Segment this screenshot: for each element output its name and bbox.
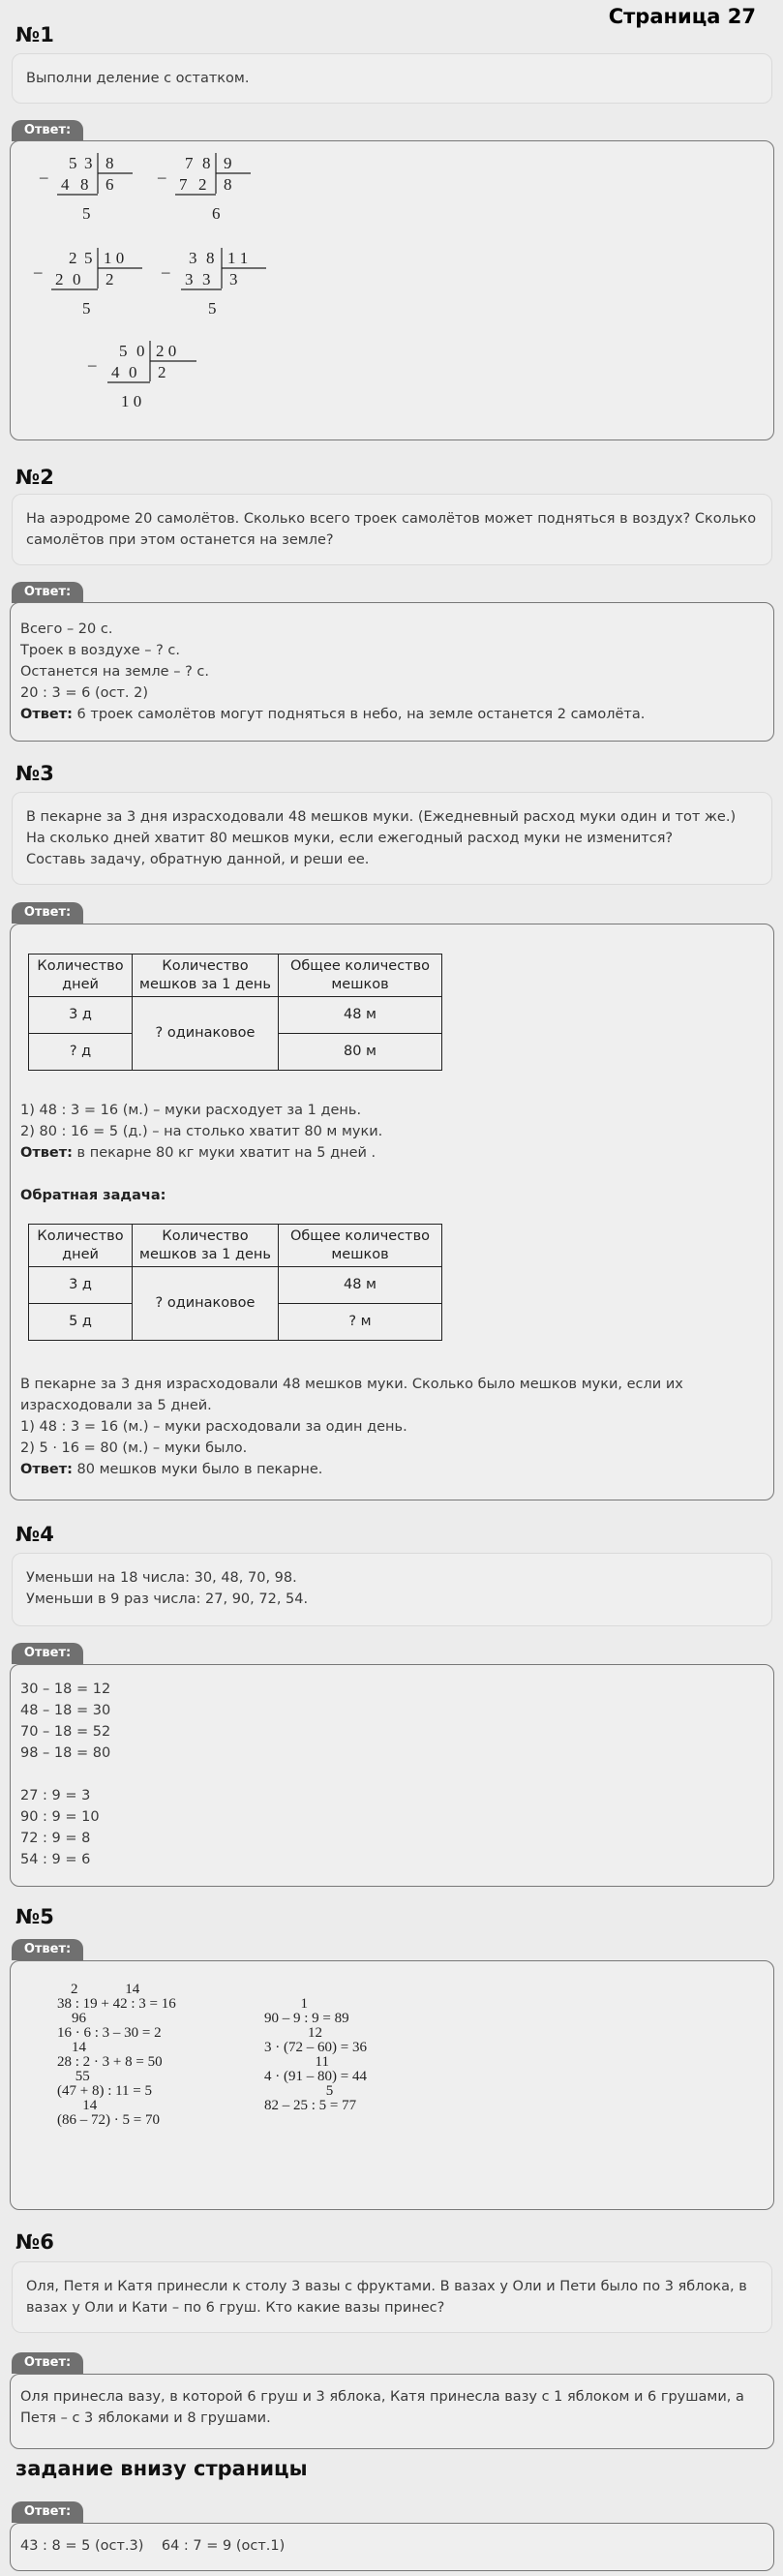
task-2-answer-tab: Ответ: — [12, 582, 83, 603]
calc-line: 27 : 9 = 3 — [20, 1788, 91, 1803]
task-3-question: В пекарне за 3 дня израсходовали 48 мешков муки. (Ежедневный расход муки один и тот же.) На сколько дней хватит 80 мешков муки, если ежегодный расход муки не изменится? Составь задачу, обратную данной, и реши ее. — [12, 792, 772, 885]
svg-text:2: 2 — [55, 270, 64, 288]
svg-text:3: 3 — [189, 249, 197, 267]
dividend-digit: 3 — [84, 154, 93, 172]
given-line: Троек в воздухе – ? с. — [20, 643, 180, 658]
svg-text:4: 4 — [111, 363, 120, 381]
answer-line: Ответ: 6 троек самолётов могут подняться в небо, на земле останется 2 самолёта. — [20, 707, 646, 722]
given-line: Всего – 20 с. — [20, 621, 113, 637]
task-3-title: №3 — [15, 762, 54, 785]
svg-text:–: – — [40, 167, 48, 186]
task-1-question: Выполни деление с остатком. — [12, 53, 772, 104]
long-division-set — [11, 141, 773, 439]
svg-text:–: – — [158, 167, 166, 186]
task-3-answer-tab: Ответ: — [12, 902, 83, 924]
division-2 — [157, 153, 251, 223]
svg-text:7: 7 — [185, 154, 194, 172]
calc-line: 48 – 18 = 30 — [20, 1703, 111, 1718]
task-6-answer-box: Оля принесла вазу, в которой 6 груш и 3 яблока, Катя принесла вазу с 1 яблоком и 6 грушами, а Петя – с 3 яблоками и 8 грушами. — [10, 2374, 774, 2449]
task-1-answer-box — [10, 140, 774, 440]
answer-line: Ответ: в пекарне 80 кг муки хватит на 5 дней . — [20, 1145, 376, 1161]
svg-text:5: 5 — [84, 249, 93, 267]
svg-text:7: 7 — [179, 175, 188, 194]
remainder: 5 — [82, 204, 91, 223]
svg-text:3: 3 — [185, 270, 194, 288]
task-5-answer-box — [10, 1960, 774, 2210]
task-5-title: №5 — [15, 1905, 54, 1928]
quotient: 6 — [105, 175, 114, 194]
solution-line: 2) 5 · 16 = 80 (м.) – муки было. — [20, 1440, 248, 1456]
task-6-title: №6 — [15, 2230, 54, 2254]
calc-line: 98 – 18 = 80 — [20, 1745, 111, 1761]
svg-text:–: – — [162, 262, 170, 281]
svg-text:2: 2 — [158, 363, 166, 381]
answer-line: Ответ: 80 мешков муки было в пекарне. — [20, 1462, 323, 1477]
task-5-answer-tab: Ответ: — [12, 1939, 83, 1960]
svg-text:8: 8 — [224, 175, 232, 194]
calc-line: 70 – 18 = 52 — [20, 1724, 111, 1740]
division-1 — [39, 153, 133, 223]
svg-text:2: 2 — [69, 249, 77, 267]
solution-line: 20 : 3 = 6 (ост. 2) — [20, 685, 149, 701]
bottom-task-answer-box: 43 : 8 = 5 (ост.3) 64 : 7 = 9 (ост.1) — [10, 2523, 774, 2571]
task-4-title: №4 — [15, 1523, 54, 1546]
page-number: Страница 27 — [608, 5, 756, 28]
task-1-answer-tab: Ответ: — [12, 120, 83, 141]
bottom-task-answer-tab: Ответ: — [12, 2501, 83, 2523]
svg-text:2: 2 — [198, 175, 207, 194]
bottom-task-title: задание внизу страницы — [15, 2457, 308, 2480]
svg-text:5: 5 — [82, 299, 91, 318]
svg-text:–: – — [88, 355, 97, 374]
inverse-task-title: Обратная задача: — [20, 1188, 166, 1203]
task-2-title: №2 — [15, 466, 54, 489]
task-1-title: №1 — [15, 23, 54, 46]
subtrahend-digit: 4 — [61, 175, 70, 194]
task-6-question: Оля, Петя и Катя принесли к столу 3 вазы с фруктами. В вазах у Оли и Пети было по 3 яблока, в вазах у Оли и Кати – по 6 груш. Кто какие вазы принес? — [12, 2261, 772, 2333]
task-3-answer-box — [10, 924, 774, 1500]
svg-text:3: 3 — [202, 270, 211, 288]
given-line: Останется на земле – ? с. — [20, 664, 209, 680]
svg-text:1 0: 1 0 — [121, 392, 142, 410]
divisor: 8 — [105, 154, 114, 172]
dividend-digit: 5 — [69, 154, 77, 172]
division-3 — [33, 248, 142, 318]
calc-line: 54 : 9 = 6 — [20, 1852, 91, 1867]
task-4-question: Уменьши на 18 числа: 30, 48, 70, 98. Уменьши в 9 раз числа: 27, 90, 72, 54. — [12, 1553, 772, 1626]
task-2-answer-box — [10, 602, 774, 742]
svg-text:3: 3 — [229, 270, 238, 288]
svg-text:1 0: 1 0 — [104, 249, 125, 267]
task-2-question: На аэродроме 20 самолётов. Сколько всего троек самолётов может подняться в воздух? Сколько самолётов при этом останется на земле? — [12, 494, 772, 565]
task-4-answer-box — [10, 1664, 774, 1887]
svg-text:5: 5 — [119, 342, 128, 360]
expressions-left: 2 14 38 : 19 + 42 : 3 = 16 96 16 · 6 : 3 – 30 = 2 14 28 : 2 · 3 + 8 = 50 55 (47 + 8) : 11 = 5 14 (86 – 72) · 5 = 70 — [57, 1982, 176, 2128]
solution-line: 1) 48 : 3 = 16 (м.) – муки расходовали за один день. — [20, 1419, 407, 1435]
svg-text:1 1: 1 1 — [227, 249, 249, 267]
calc-line: 90 : 9 = 10 — [20, 1809, 100, 1825]
calc-line: 30 – 18 = 12 — [20, 1682, 111, 1697]
data-table-2: Количество дней Количество мешков за 1 день Общее количество мешков 3 д ? одинаковое 48 м 5 д ? м — [28, 1224, 442, 1341]
data-table-1: Количество дней Количество мешков за 1 день Общее количество мешков 3 д ? одинаковое 48 м ? д 80 м — [28, 954, 442, 1071]
svg-text:8: 8 — [202, 154, 211, 172]
svg-text:5: 5 — [208, 299, 217, 318]
task-6-answer-tab: Ответ: — [12, 2352, 83, 2374]
expressions-right: 1 90 – 9 : 9 = 89 12 3 · (72 – 60) = 36 11 4 · (91 – 80) = 44 5 82 – 25 : 5 = 77 — [264, 1996, 367, 2113]
subtrahend-digit: 8 — [80, 175, 89, 194]
svg-text:0: 0 — [136, 342, 145, 360]
svg-text:–: – — [34, 262, 43, 281]
solution-line: 1) 48 : 3 = 16 (м.) – муки расходует за 1 день. — [20, 1103, 362, 1118]
division-4 — [161, 248, 266, 318]
solution-line: 2) 80 : 16 = 5 (д.) – на столько хватит 80 м муки. — [20, 1124, 383, 1139]
svg-text:6: 6 — [212, 204, 221, 223]
svg-text:9: 9 — [224, 154, 232, 172]
svg-text:8: 8 — [206, 249, 215, 267]
calc-line: 72 : 9 = 8 — [20, 1831, 91, 1846]
svg-text:0: 0 — [73, 270, 81, 288]
svg-text:2 0: 2 0 — [156, 342, 177, 360]
division-5 — [87, 341, 196, 410]
svg-text:2: 2 — [105, 270, 114, 288]
inverse-task-text: В пекарне за 3 дня израсходовали 48 мешков муки. Сколько было мешков муки, если их израсходовали за 5 дней. — [20, 1377, 683, 1413]
task-4-answer-tab: Ответ: — [12, 1643, 83, 1664]
svg-text:0: 0 — [129, 363, 137, 381]
